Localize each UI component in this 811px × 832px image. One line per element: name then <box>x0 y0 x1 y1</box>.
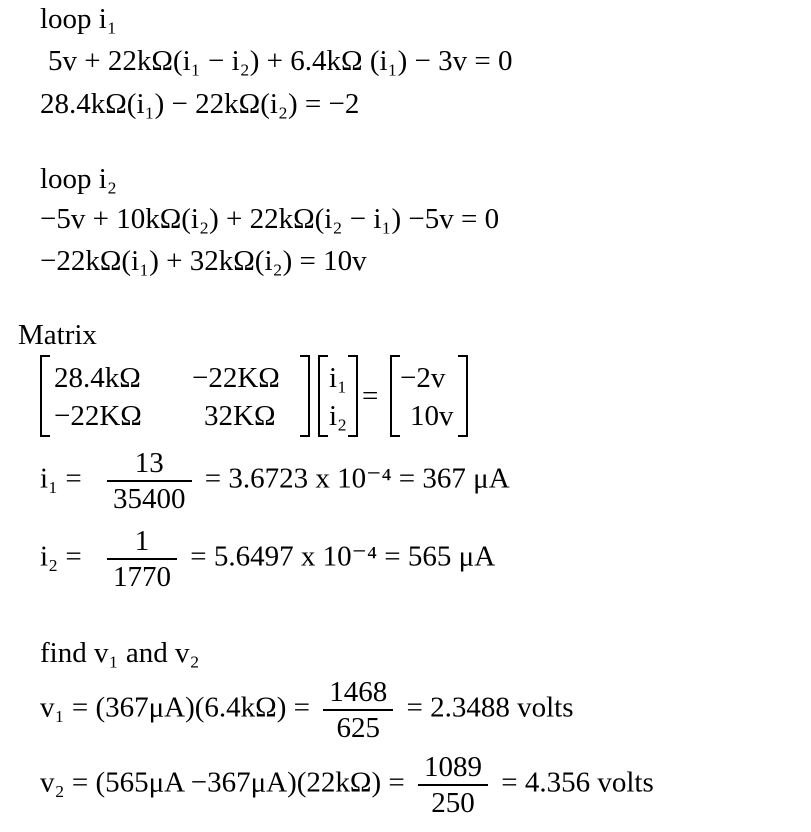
voltages-title: find v₁ and v₂ <box>40 637 200 669</box>
i1-result: = 3.6723 x 10⁻⁴ = 367 μA <box>204 462 510 495</box>
right-bracket <box>348 355 358 437</box>
vector-b1: −2v <box>400 362 446 394</box>
vector-i2: i₂ <box>329 400 348 432</box>
v1-solution <box>40 675 574 745</box>
i1-fraction <box>107 446 192 516</box>
right-bracket <box>458 355 468 437</box>
v1-denominator: 625 <box>336 712 380 744</box>
unknown-vector <box>318 355 358 437</box>
left-bracket <box>318 355 328 437</box>
matrix-a22: 32KΩ <box>204 400 276 432</box>
i2-lhs: i₂ = <box>40 540 82 573</box>
v2-denominator: 250 <box>431 787 475 819</box>
v1-fraction <box>323 675 393 745</box>
v2-fraction <box>418 750 488 820</box>
matrix-equals-sign: = <box>362 380 379 412</box>
i2-denominator: 1770 <box>113 561 172 593</box>
coefficient-matrix <box>40 355 310 437</box>
loop2-title: loop i₂ <box>40 163 117 195</box>
i1-numerator: 13 <box>107 446 192 482</box>
v1-lhs: v₁ = (367μA)(6.4kΩ) = <box>40 691 310 724</box>
loop2-equation-2: −22kΩ(i₁) + 32kΩ(i₂) = 10v <box>40 245 367 277</box>
i1-lhs: i₁ = <box>40 462 82 495</box>
v2-numerator: 1089 <box>418 750 488 786</box>
constant-vector <box>390 355 468 437</box>
loop1-equation-2: 28.4kΩ(i₁) − 22kΩ(i₂) = −2 <box>40 88 360 120</box>
v2-result: = 4.356 volts <box>501 766 654 799</box>
i2-solution <box>40 524 495 594</box>
v1-numerator: 1468 <box>323 675 393 711</box>
loop2-equation-1: −5v + 10kΩ(i₂) + 22kΩ(i₂ − i₁) −5v = 0 <box>40 203 500 235</box>
vector-b2: 10v <box>410 400 454 432</box>
v1-result: = 2.3488 volts <box>406 691 574 724</box>
loop1-title: loop i₁ <box>40 3 117 35</box>
v2-solution <box>40 750 654 820</box>
i2-result: = 5.6497 x 10⁻⁴ = 565 μA <box>190 540 496 573</box>
matrix-a12: −22KΩ <box>192 362 280 394</box>
v2-lhs: v₂ = (565μA −367μA)(22kΩ) = <box>40 766 405 799</box>
left-bracket <box>40 355 50 437</box>
vector-i1: i₁ <box>329 362 348 394</box>
left-bracket <box>390 355 400 437</box>
i1-denominator: 35400 <box>113 483 186 515</box>
matrix-a11: 28.4kΩ <box>54 362 141 394</box>
matrix-a21: −22KΩ <box>54 400 142 432</box>
matrix-title: Matrix <box>18 319 97 351</box>
i2-fraction <box>107 524 177 594</box>
i1-solution <box>40 446 510 516</box>
loop1-equation-1: 5v + 22kΩ(i₁ − i₂) + 6.4kΩ (i₁) − 3v = 0 <box>48 45 513 77</box>
right-bracket <box>300 355 310 437</box>
i2-numerator: 1 <box>107 524 177 560</box>
